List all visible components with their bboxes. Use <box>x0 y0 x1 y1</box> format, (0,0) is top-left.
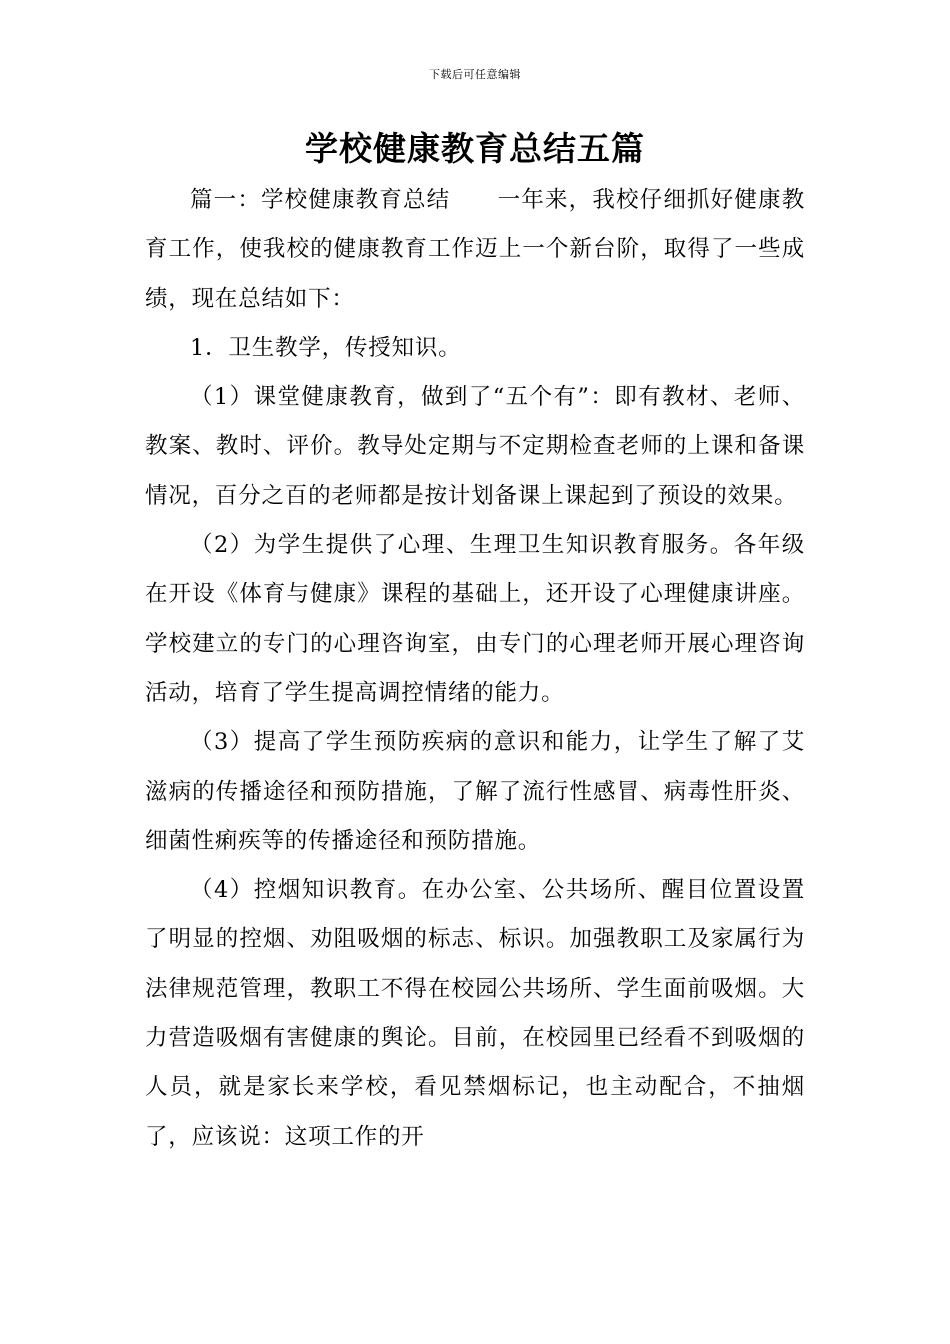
document-title: 学校健康教育总结五篇 <box>305 129 645 168</box>
paragraph-item-2: （2）为学生提供了心理、生理卫生知识教育服务。各年级在开设《体育与健康》课程的基础上，还开设了心理健康讲座。学校建立的专门的心理咨询室，由专门的心理老师开展心理咨询活动，培育了学生提高调控情绪的能力。 <box>145 532 805 706</box>
paragraph-item-1: （1）课堂健康教育，做到了“五个有”：即有教材、老师、教案、教时、评价。教导处定期与不定期检查老师的上课和备课情况，百分之百的老师都是按计划备课上课起到了预设的效果。 <box>145 384 805 509</box>
document-body <box>145 176 805 1162</box>
paragraph-intro: 篇一：学校健康教育总结 一年来，我校仔细抓好健康教育工作，使我校的健康教育工作迈上一个新台阶，取得了一些成绩，现在总结如下： <box>145 187 805 312</box>
paragraph-item-4: （4）控烟知识教育。在办公室、公共场所、醒目位置设置了明显的控烟、劝阻吸烟的标志、标识。加强教职工及家属行为法律规范管理，教职工不得在校园公共场所、学生面前吸烟。大力营造吸烟有害健康的舆论。目前，在校园里已经看不到吸烟的人员，就是家长来学校，看见禁烟标记，也主动配合，不抽烟了，应该说：这项工作的开 <box>145 877 805 1150</box>
paragraph-section-1-heading: 1．卫生教学，传授知识。 <box>190 334 462 361</box>
header-note: 下载后可任意编辑 <box>429 68 521 81</box>
paragraph-item-3: （3）提高了学生预防疾病的意识和能力，让学生了解了艾滋病的传播途径和预防措施，了解了流行性感冒、病毒性肝炎、细菌性痢疾等的传播途径和预防措施。 <box>145 729 805 854</box>
